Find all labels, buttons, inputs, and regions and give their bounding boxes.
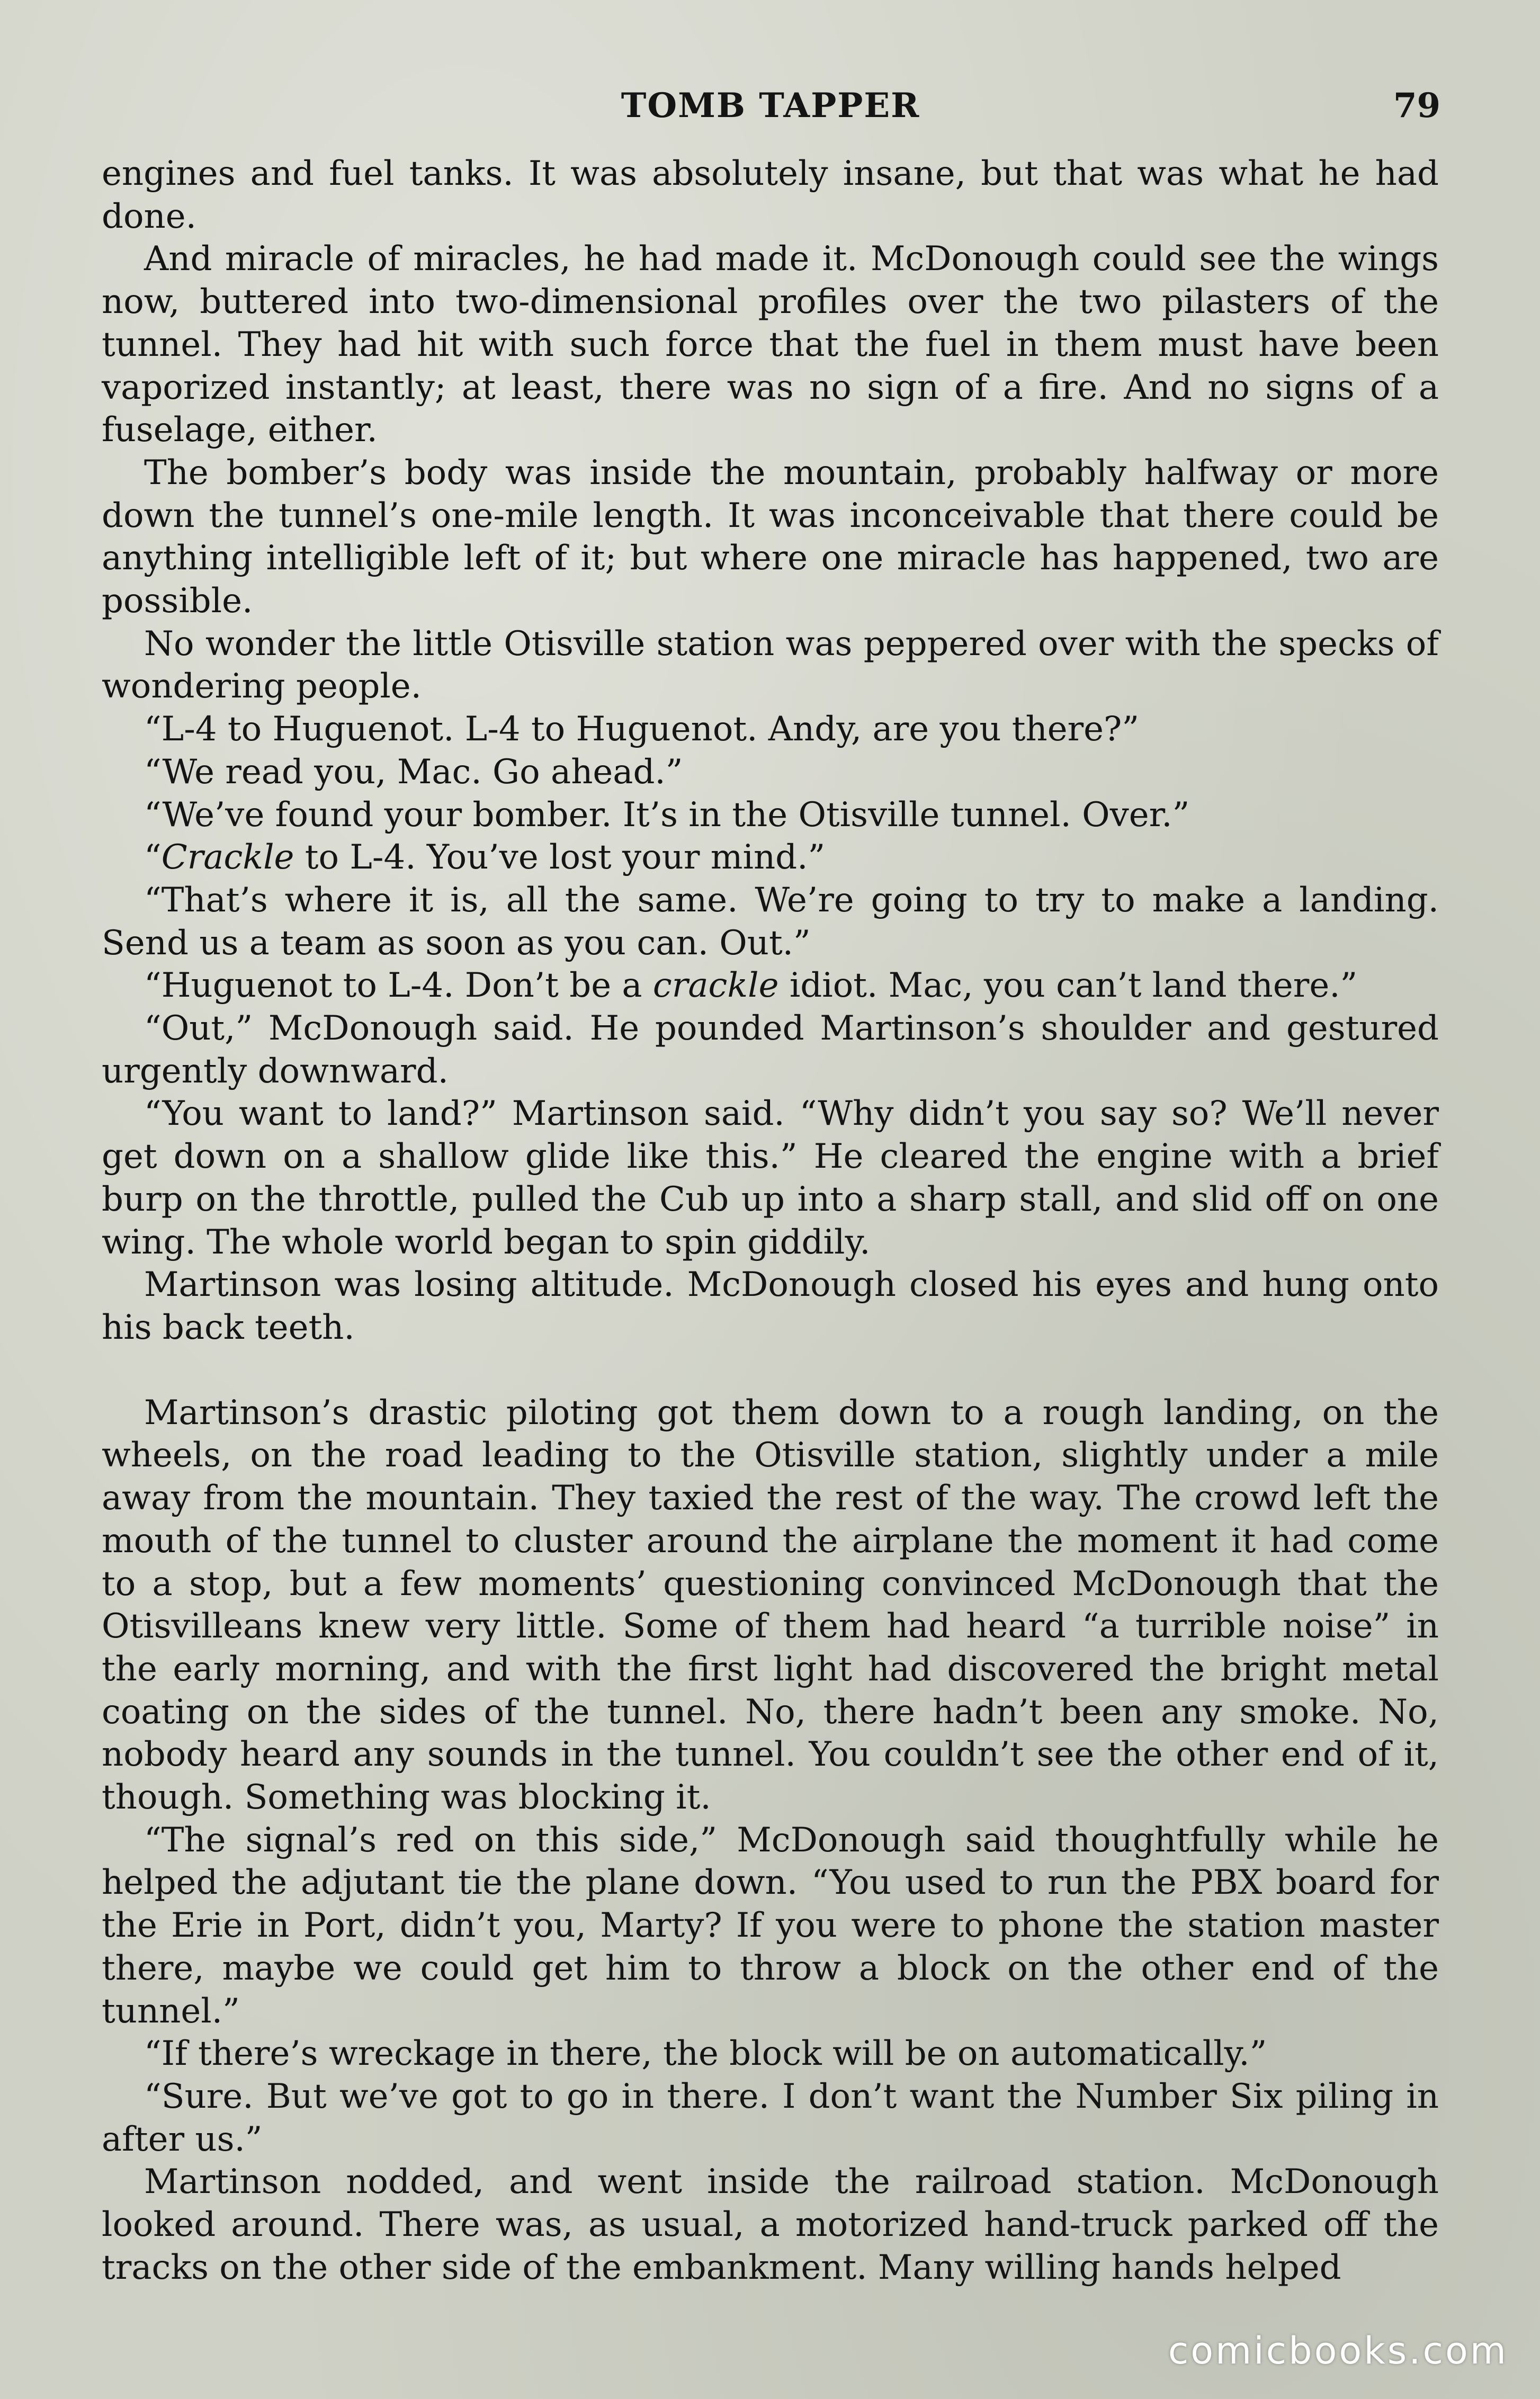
paragraph-6: “We read you, Mac. Go ahead.” bbox=[144, 752, 683, 792]
paragraph-5: “L-4 to Huguenot. L-4 to Huguenot. Andy, are you there?” bbox=[144, 710, 1140, 749]
paragraph-13: Martinson was losing altitude. McDonough closed his eyes and hung onto his back teeth. bbox=[102, 1265, 1439, 1347]
paragraph-16: “If there’s wreckage in there, the block will be on automatically.” bbox=[144, 2034, 1267, 2074]
italic-word: crackle bbox=[652, 966, 779, 1006]
paragraph-2: And miracle of miracles, he had made it. McDonough could see the wings now, buttered into two-dimensional profiles over the two pilasters of the tunnel. They had hit with such force that the fuel in them must have been vaporized instantly; at least, there was no sign of a fire. And no signs of a fuselage, either. bbox=[102, 239, 1439, 450]
paragraph-18: Martinson nodded, and went inside the railroad station. McDonough looked around. There was, as usual, a motorized hand-truck parked off the tracks on the other side of the embankment. Many willing hands helped bbox=[102, 2162, 1439, 2287]
paragraph-14: Martinson’s drastic piloting got them down to a rough landing, on the wheels, on the road leading to the Otisville station, slightly under a mile away from the mountain. They taxied the rest of the way. The crowd left the mouth of the tunnel to cluster around the airplane the moment it had come to a stop, but a few moments’ questioning convinced McDonough that the Otisvilleans knew very little. Some of them had heard “a turrible noise” in the early morning, and with the first light had discovered the bright metal coating on the sides of the tunnel. No, there hadn’t been any smoke. No, nobody heard any sounds in the tunnel. You couldn’t see the other end of it, though. Something was blocking it. bbox=[102, 1393, 1439, 1818]
running-head bbox=[101, 86, 1440, 133]
paragraph-17: “Sure. But we’ve got to go in there. I don’t want the Number Six piling in after us.” bbox=[102, 2076, 1439, 2159]
paragraph-1: engines and fuel tanks. It was absolutely insane, but that was what he had done. bbox=[102, 154, 1439, 236]
running-title: TOMB TAPPER bbox=[621, 86, 920, 126]
paragraph-10: “Huguenot to L-4. Don’t be a crackle idiot. Mac, you can’t land there.” bbox=[144, 966, 1358, 1006]
paragraph-9: “That’s where it is, all the same. We’re going to try to make a landing. Send us a team as soon as you can. Out.” bbox=[102, 880, 1439, 963]
paragraph-7: “We’ve found your bomber. It’s in the Otisville tunnel. Over.” bbox=[144, 795, 1190, 835]
body-text bbox=[102, 153, 1439, 2289]
section-break bbox=[102, 1349, 1439, 1392]
paragraph-11: “Out,” McDonough said. He pounded Martinson’s shoulder and gestured urgently downward. bbox=[102, 1009, 1439, 1091]
paragraph-8: “Crackle to L-4. You’ve lost your mind.” bbox=[144, 838, 826, 878]
paragraph-12: “You want to land?” Martinson said. “Why didn’t you say so? We’ll never get down on a shallow glide like this.” He cleared the engine with a brief burp on the throttle, pulled the Cub up into a sharp stall, and slid off on one wing. The whole world began to spin giddily. bbox=[102, 1094, 1439, 1262]
italic-word: Crackle bbox=[161, 838, 294, 878]
paragraph-4: No wonder the little Otisville station was peppered over with the specks of wondering people. bbox=[102, 624, 1439, 706]
page-number: 79 bbox=[1393, 86, 1440, 126]
paragraph-3: The bomber’s body was inside the mountain, probably halfway or more down the tunnel’s one-mile length. It was inconceivable that there could be anything intelligible left of it; but where one miracle has happened, two are possible. bbox=[102, 453, 1439, 621]
watermark: comicbooks.com bbox=[1168, 2329, 1508, 2373]
paragraph-15: “The signal’s red on this side,” McDonough said thoughtfully while he helped the adjutant tie the plane down. “You used to run the PBX board for the Erie in Port, didn’t you, Marty? If you were to phone the station master there, maybe we could get him to throw a block on the other end of the tunnel.” bbox=[102, 1820, 1439, 2031]
